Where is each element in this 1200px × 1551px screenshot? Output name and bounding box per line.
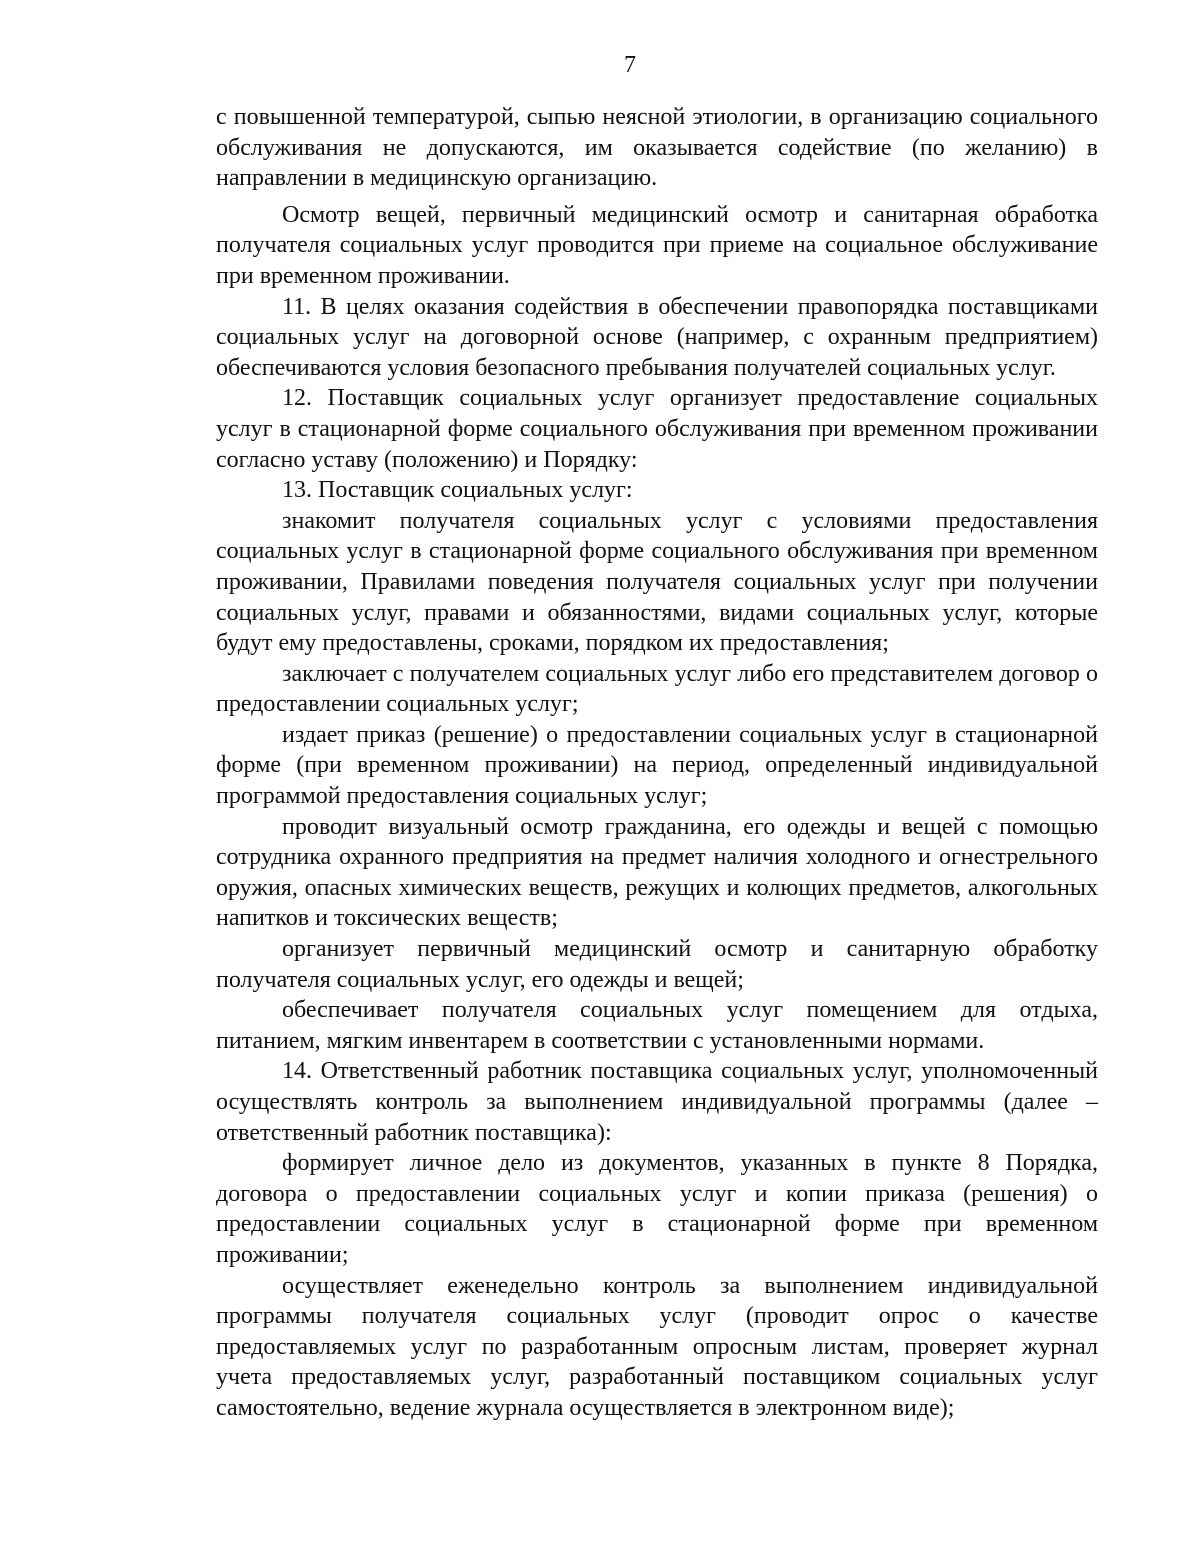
paragraph-item-14-personal-file: формирует личное дело из документов, указанных в пункте 8 Порядка, договора о предоставлении социальных услуг и копии приказа (решения) о предоставлении социальных услуг в стационарной форме при временном проживании; <box>216 1150 1098 1268</box>
paragraph-item-11: 11. В целях оказания содействия в обеспечении правопорядка поставщиками социальных услуг на договорной основе (например, с охранным предприятием) обеспечиваются условия безопасного пребывания получателей социальных услуг. <box>216 293 1098 381</box>
paragraph-item-13-provides: обеспечивает получателя социальных услуг помещением для отдыха, питанием, мягким инвентарем в соответствии с установленными нормами. <box>216 997 1098 1054</box>
page-number: 7 <box>624 52 636 78</box>
paragraph-item-14-weekly-control: осуществляет еженедельно контроль за выполнением индивидуальной программы получателя социальных услуг (проводит опрос о качестве предоставляемых услуг по разработанным опросным листам, проверяет журнал учета предоставляемых услуг, разработанный поставщиком социальных услуг самостоятельно, ведение журнала осуществляется в электронном виде); <box>216 1272 1098 1421</box>
paragraph-item-14: 14. Ответственный работник поставщика социальных услуг, уполномоченный осуществлять контроль за выполнением индивидуальной программы (далее – ответственный работник поставщика): <box>216 1058 1098 1146</box>
paragraph-item-13: 13. Поставщик социальных услуг: <box>282 477 633 504</box>
paragraph-inspection: Осмотр вещей, первичный медицинский осмотр и санитарная обработка получателя социальных услуг проводится при приеме на социальное обслуживание при временном проживании. <box>216 201 1098 289</box>
paragraph-item-13-visual-inspection: проводит визуальный осмотр гражданина, его одежды и вещей с помощью сотрудника охранного предприятия на предмет наличия холодного и огнестрельного оружия, опасных химических веществ, режущих и колющих предметов, алкогольных напитков и токсических веществ; <box>216 813 1098 932</box>
paragraph-intro-continuation: с повышенной температурой, сыпью неясной этиологии, в организацию социального обслуживания не допускаются, им оказывается содействие (по желанию) в направлении в медицинскую организацию. <box>216 104 1098 192</box>
paragraph-item-13-order: издает приказ (решение) о предоставлении социальных услуг в стационарной форме (при временном проживании) на период, определенный индивидуальной программой предоставления социальных услуг; <box>216 721 1098 810</box>
paragraph-item-13-contract: заключает с получателем социальных услуг либо его представителем договор о предоставлении социальных услуг; <box>216 660 1098 718</box>
paragraph-item-13-medical-exam: организует первичный медицинский осмотр и санитарную обработку получателя социальных услуг, его одежды и вещей; <box>216 936 1098 993</box>
paragraph-item-13-familiarizes: знакомит получателя социальных услуг с условиями предоставления социальных услуг в стационарной форме социального обслуживания при временном проживании, Правилами поведения получателя социальных услуг при получении социальных услуг, правами и обязанностями, видами социальных услуг, которые будут ему предоставлены, сроками, порядком их предоставления; <box>216 507 1098 657</box>
document-body <box>216 102 1098 1424</box>
paragraph-item-12: 12. Поставщик социальных услуг организует предоставление социальных услуг в стационарной форме социального обслуживания при временном проживании согласно уставу (положению) и Порядку: <box>216 385 1098 473</box>
